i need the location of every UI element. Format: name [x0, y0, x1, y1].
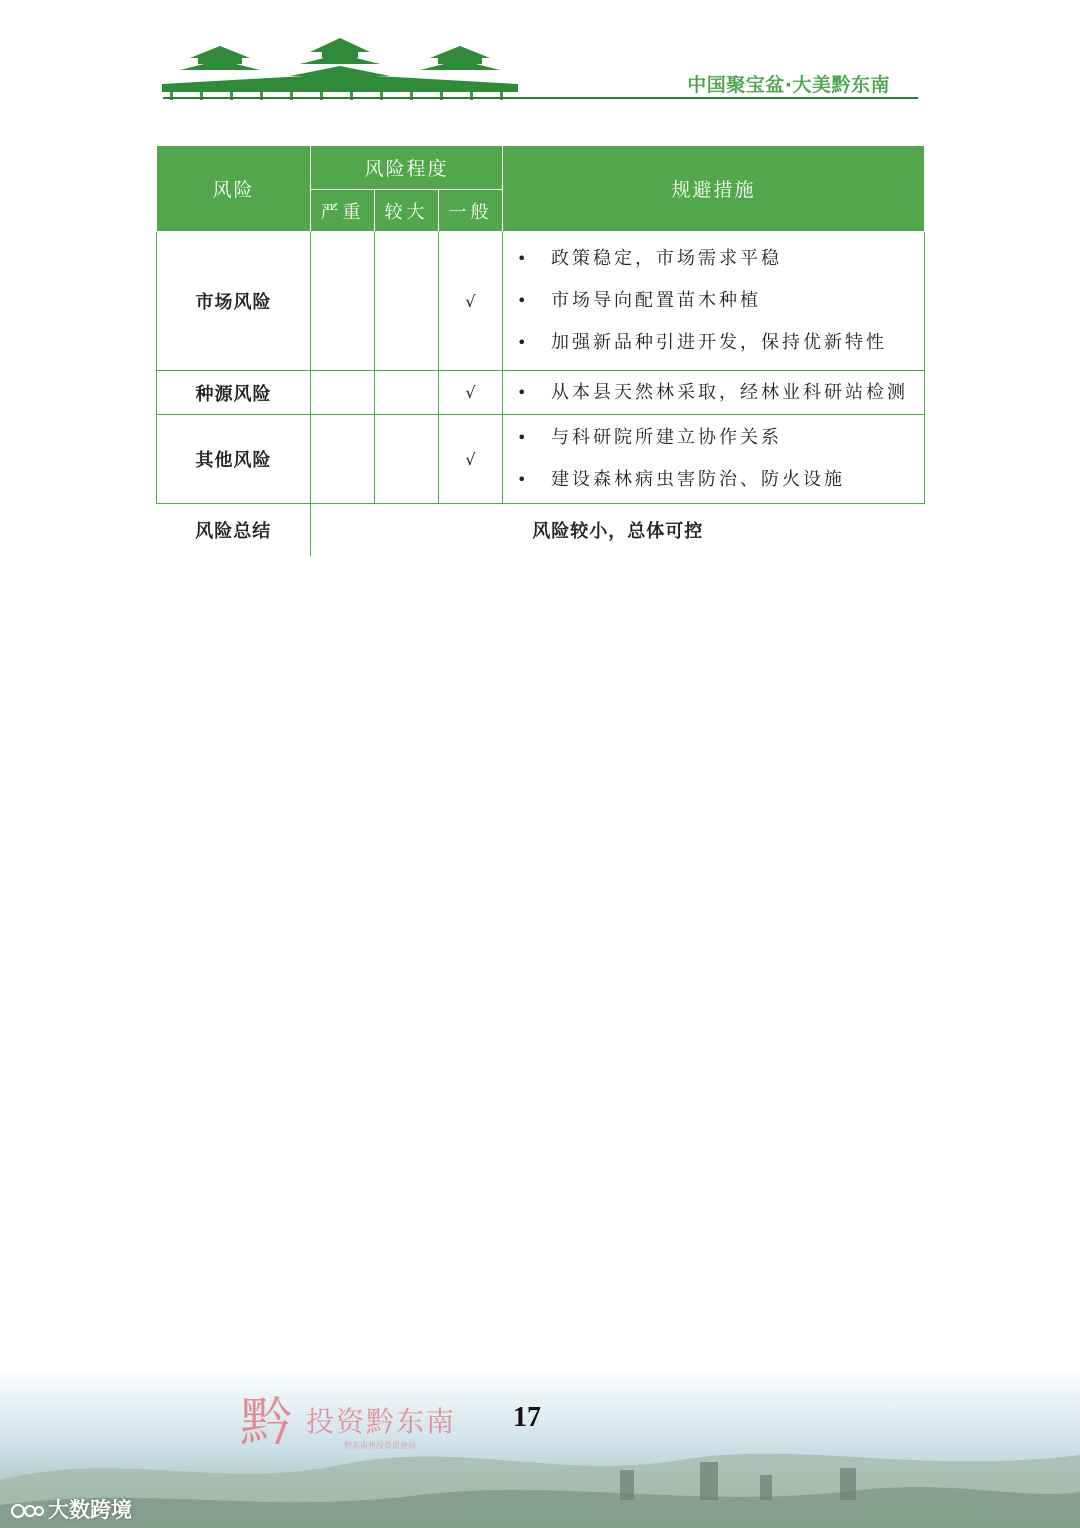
- check-mark: √: [439, 415, 503, 504]
- level-severe-cell: [311, 371, 375, 415]
- check-mark: √: [439, 371, 503, 415]
- summary-label: 风险总结: [157, 504, 311, 556]
- brand-logo-icon: 黔: [240, 1393, 293, 1453]
- level-severe-cell: [311, 415, 375, 504]
- measure-item: • 从本县天然林采取，经林业科研站检测: [513, 372, 924, 414]
- risk-name: 市场风险: [157, 232, 311, 371]
- header-measures: 规避措施: [503, 146, 925, 232]
- watermark: [10, 1494, 132, 1524]
- table-row: [157, 371, 925, 415]
- measure-item: • 加强新品种引进开发，保持优新特性: [513, 322, 924, 364]
- level-major-cell: [375, 415, 439, 504]
- weibo-logo-icon: [10, 1500, 44, 1520]
- measures-cell: [503, 232, 925, 371]
- header-rule: [163, 97, 918, 99]
- level-major-cell: [375, 232, 439, 371]
- measures-cell: [503, 415, 925, 504]
- measure-list: [503, 415, 924, 503]
- measure-list: [503, 232, 924, 370]
- pavilion-bridge-illustration: [160, 36, 520, 102]
- footer-brand: [240, 1392, 510, 1462]
- measure-item: • 市场导向配置苗木种植: [513, 280, 924, 322]
- measures-cell: [503, 371, 925, 415]
- level-severe-cell: [311, 232, 375, 371]
- measure-item: • 建设森林病虫害防治、防火设施: [513, 459, 924, 501]
- header-level-major: 较大: [375, 190, 439, 232]
- brand-subtext: 黔东南州投资促进局: [344, 1441, 416, 1450]
- check-mark: √: [439, 232, 503, 371]
- header-level-severe: 严重: [311, 190, 375, 232]
- risk-table: [156, 145, 925, 556]
- table-row: [157, 232, 925, 371]
- header-risk: 风险: [157, 146, 311, 232]
- header-risk-level: 风险程度: [311, 146, 503, 190]
- summary-text: 风险较小，总体可控: [532, 520, 704, 542]
- measure-item: • 与科研院所建立协作关系: [513, 417, 924, 459]
- brand-text: 投资黔东南: [306, 1405, 457, 1438]
- header-level-general: 一般: [439, 190, 503, 232]
- risk-name: 种源风险: [157, 371, 311, 415]
- header-slogan: 中国聚宝盆·大美黔东南: [687, 74, 890, 96]
- mountain-landscape-illustration: [0, 1420, 1080, 1528]
- summary-row: [157, 504, 925, 556]
- measure-item: • 政策稳定，市场需求平稳: [513, 238, 924, 280]
- page-header: [0, 0, 1080, 110]
- level-major-cell: [375, 371, 439, 415]
- page-number: 17: [513, 1402, 541, 1433]
- watermark-text: 大数跨境: [48, 1498, 132, 1522]
- risk-name: 其他风险: [157, 415, 311, 504]
- table-row: [157, 415, 925, 504]
- measure-list: [503, 372, 924, 414]
